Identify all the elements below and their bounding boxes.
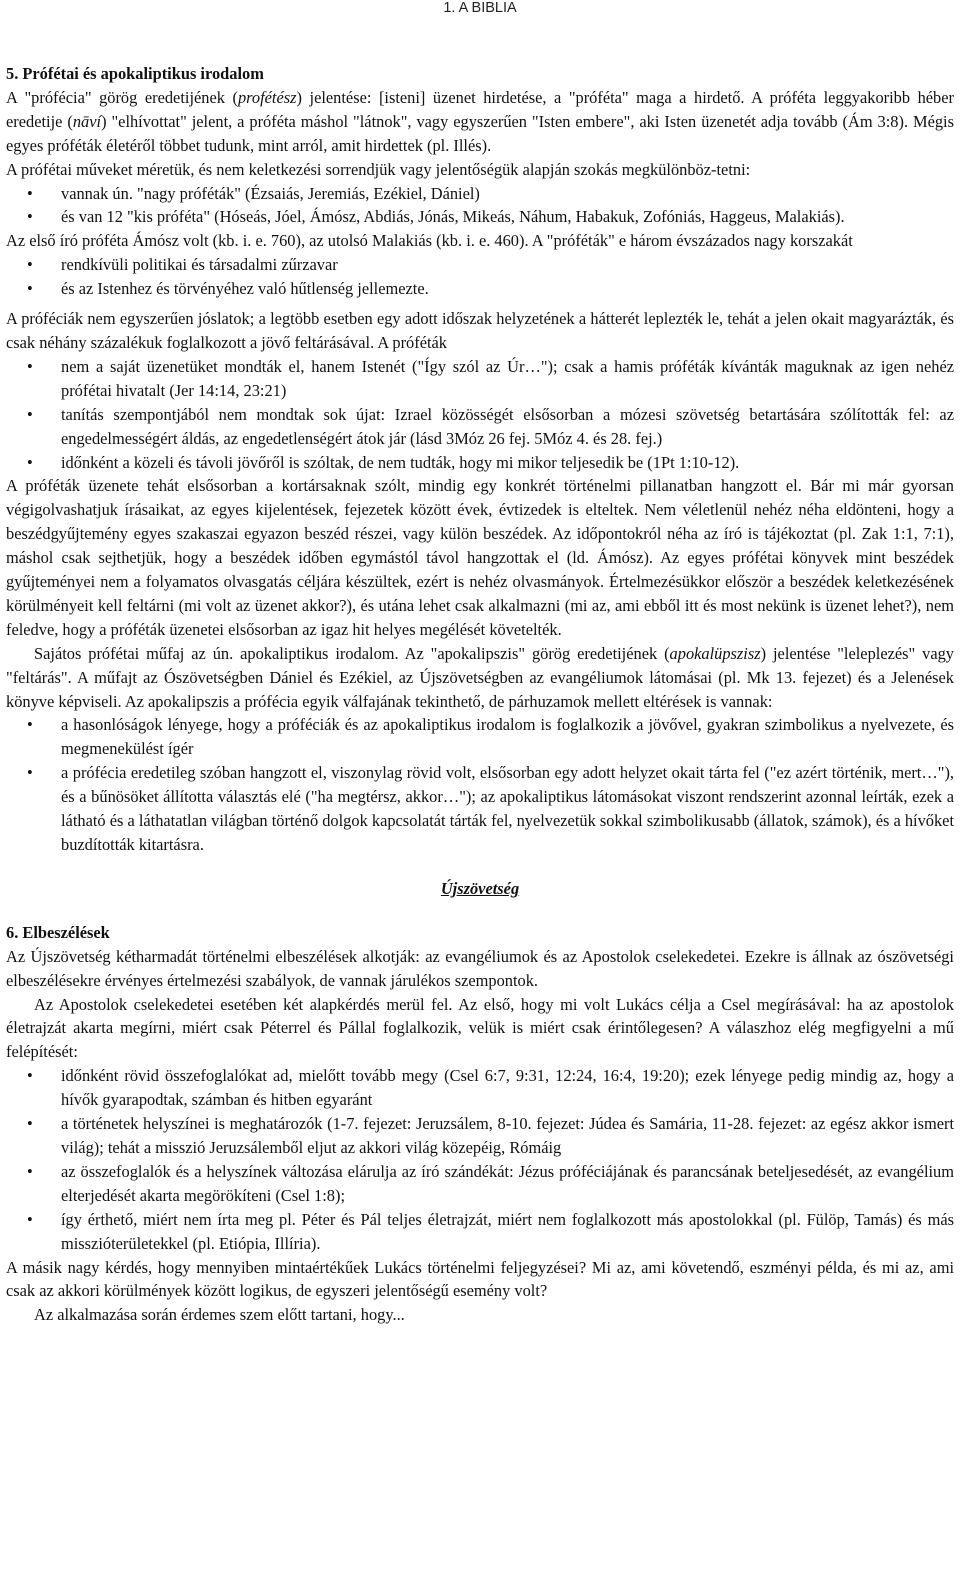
paragraph: Az alkalmazása során érdemes szem előtt tartani, hogy... xyxy=(34,1305,405,1325)
list-item: • rendkívüli politikai és társadalmi zűrzavar xyxy=(6,253,954,277)
list-item: • így érthető, miért nem írta meg pl. Péter és Pál teljes életrajzát, miért nem foglalkozott más apostolokkal (pl. Fülöp, Tamás) és más misszióterületekkel (pl. Etiópia, Illíria). xyxy=(6,1208,954,1256)
list-item: • a történetek helyszínei is meghatározók (1-7. fejezet: Jeruzsálem, 8-10. fejezet: Júdea és Samária, 11-28. fejezet: az egész akkor ismert világ); tehát a misszió Jeruzsálemből eljut az akkori világ közepéig, Rómáig xyxy=(6,1112,954,1160)
paragraph: A prófétai műveket méretük, és nem keletkezési sorrendjük vagy jelentőségük alapján szokás megkülönböz-tetni: xyxy=(6,159,751,179)
bullet-list xyxy=(6,713,954,856)
term-italic: profétész xyxy=(237,87,297,107)
paragraph: A próféták üzenete tehát elsősorban a kortársaknak szólt, mindig egy konkrét történelmi pillanatban hangzott el. Bár mi már gyorsan végigolvashatjuk írásaikat, az egyes kijelentések, fejezetek között évek, évtizedek is elteltek. Nem véletlenül nehéz néha eldönteni, hogy a beszédgyűjtemény egyes szakaszai egyazon beszéd részei, vagy külön beszédek. Az időpontokról néha az író is tájékoztat (pl. Zak 1:1, 7:1), máshol csak sejthetjük, hogy a beszédek időben egymástól távol hangzottak el (ld. Ámósz). Az egyes prófétai könyvek mint beszédek gyűjteményei nem a folyamatos olvasgatás céljára készültek, ezért is nehéz olvasmányok. Értelmezésükkor először a beszédek keletkezésének körülményeit kell feltárni (mi volt az üzenet akkor?), és utána lehet csak alkalmazni (mi az, ami ebből itt és most nekünk is üzenet lehet?), nem feledve, hogy a próféták üzenetei elsősorban az igaz hit helyes megélését követelték. xyxy=(6,476,954,639)
bullet-list xyxy=(6,253,954,301)
list-item: • a hasonlóságok lényege, hogy a próféciák és az apokaliptikus irodalom is foglalkozik a jövővel, gyakran szimbolikus a nyelvezete, és megmenekülést ígér xyxy=(6,713,954,761)
list-item: • nem a saját üzenetüket mondták el, hanem Istenét ("Így szól az Úr…"); csak a hamis próféták kívánták maguknak az igen nehéz prófétai hivatalt (Jer 14:14, 23:21) xyxy=(6,355,954,403)
paragraph: Az Újszövetség kétharmadát történelmi elbeszélések alkotják: az evangéliumok és az Apostolok cselekedetei. Ezekre is állnak az ószövetségi elbeszélésekre érvényes értelmezési szabályok, de vannak járulékos szempontok. xyxy=(6,946,954,990)
term-italic: nāví xyxy=(72,111,102,131)
list-item: • időnként a közeli és távoli jövőről is szóltak, de nem tudták, hogy mi mikor teljesedik be (1Pt 1:10-12). xyxy=(6,451,954,475)
paragraph: Az Apostolok cselekedetei esetében két alapkérdés merül fel. Az első, hogy mi volt Lukács célja a Csel megírásával: ha az apostolok életrajzát akarta megírni, miért csak Péterrel és Pállal foglalkozik, velük is miért csak érintőlegesen? A válaszhoz elég megfigyelni a mű felépítését: xyxy=(6,994,954,1062)
list-item: • időnként rövid összefoglalókat ad, mielőtt tovább megy (Csel 6:7, 9:31, 12:24, 16:4, 19:20); ezek lényege pedig mindig az, hogy a hívők gyarapodtak, számban és hitben egyaránt xyxy=(6,1064,954,1112)
text-run: ) jelentése "leleplezés" vagy "feltárás". A műfajt az Ószövetségben Dániel és Ezékiel, az Újszövetségben az evangéliumok látomásai (pl. Mk 13. fejezet) és a Jelenések könyve képviseli. Az apokalipszis a prófécia egyik válfajának tekinthető, de párhuzamok mellett eltérések is vannak: xyxy=(6,643,954,711)
list-item: • és az Istenhez és törvényéhez való hűtlenség jellemezte. xyxy=(6,277,954,301)
running-header: 1. A BIBLIA xyxy=(443,0,517,16)
list-item: • vannak ún. "nagy próféták" (Ézsaiás, Jeremiás, Ezékiel, Dániel) xyxy=(6,182,954,206)
paragraph: Az első író próféta Ámósz volt (kb. i. e. 760), az utolsó Malakiás (kb. i. e. 460). A "próféták" e három évszázados nagy korszakát xyxy=(6,231,853,251)
bullet-list xyxy=(6,355,954,475)
list-item: • és van 12 "kis próféta" (Hóseás, Jóel, Ámósz, Abdiás, Jónás, Mikeás, Náhum, Habakuk, Zofóniás, Haggeus, Malakiás). xyxy=(6,205,954,229)
bullet-list xyxy=(6,1064,954,1255)
text-run: Sajátos prófétai műfaj az ún. apokaliptikus irodalom. Az "apokalipszis" görög eredetijének ( xyxy=(34,643,670,663)
paragraph: A másik nagy kérdés, hogy mennyiben mintaértékűek Lukács történelmi feljegyzései? Mi az, ami követendő, eszményi példa, és mi az, ami csak az akkori körülmények között logikus, de egyszeri jelentőségű esemény volt? xyxy=(6,1257,954,1301)
paragraph xyxy=(6,86,954,158)
text-run: ) "elhívottat" jelent, a próféta máshol "látnok", vagy egyszerűen "Isten embere", aki Isten üzenetét adja tovább (Ám 3:8). Mégis egyes próféták életéről többet tudunk, mint arról, amit hirdettek (pl. Illés). xyxy=(6,111,954,155)
text-run: ) jelentése: [isteni] üzenet hirdetése, a "próféta" maga a hirdető. A próféta leggyakoribb héber eredetije ( xyxy=(6,87,954,131)
paragraph xyxy=(6,642,954,714)
section-heading-6: 6. Elbeszélések xyxy=(6,922,110,942)
bullet-list xyxy=(6,182,954,230)
part-title: Újszövetség xyxy=(440,878,520,898)
paragraph: A próféciák nem egyszerűen jóslatok; a legtöbb esetben egy adott időszak helyzetének a hátterét leplezték le, tehát a jelen okait magyarázták, és csak néhány százalékuk foglalkozott a jövő feltárásával. A próféták xyxy=(6,309,954,352)
list-item: • tanítás szempontjából nem mondtak sok újat: Izrael közösségét elsősorban a mózesi szövetség betartására szólították fel: az engedelmességért áldás, az engedetlenségért átok jár (lásd 3Móz 26 fej. 5Móz 4. és 28. fej.) xyxy=(6,403,954,451)
section-heading-5: 5. Prófétai és apokaliptikus irodalom xyxy=(6,64,264,83)
list-item: • az összefoglalók és a helyszínek változása elárulja az író szándékát: Jézus próféciájának és parancsának beteljesedését, az evangélium elterjedését akarta megörökíteni (Csel 1:8); xyxy=(6,1160,954,1208)
term-italic: apokalüpszisz xyxy=(669,643,761,663)
list-item: • a prófécia eredetileg szóban hangzott el, viszonylag rövid volt, elsősorban egy adott helyzet okait tárta fel ("ez azért történik, mert…"), és a bűnösöket állította választás elé ("ha megtérsz, akkor…"); az apokaliptikus látomásokat viszont rendszerint azonnal leírták, ezek a látható és a láthatatlan világban történő dolgok kapcsolatát tárták fel, nyelvezetük sokkal szimbolikusabb (állatok, számok), és a hívőket buzdították kitartásra. xyxy=(6,761,954,857)
text-run: A "prófécia" görög eredetijének ( xyxy=(6,87,238,107)
